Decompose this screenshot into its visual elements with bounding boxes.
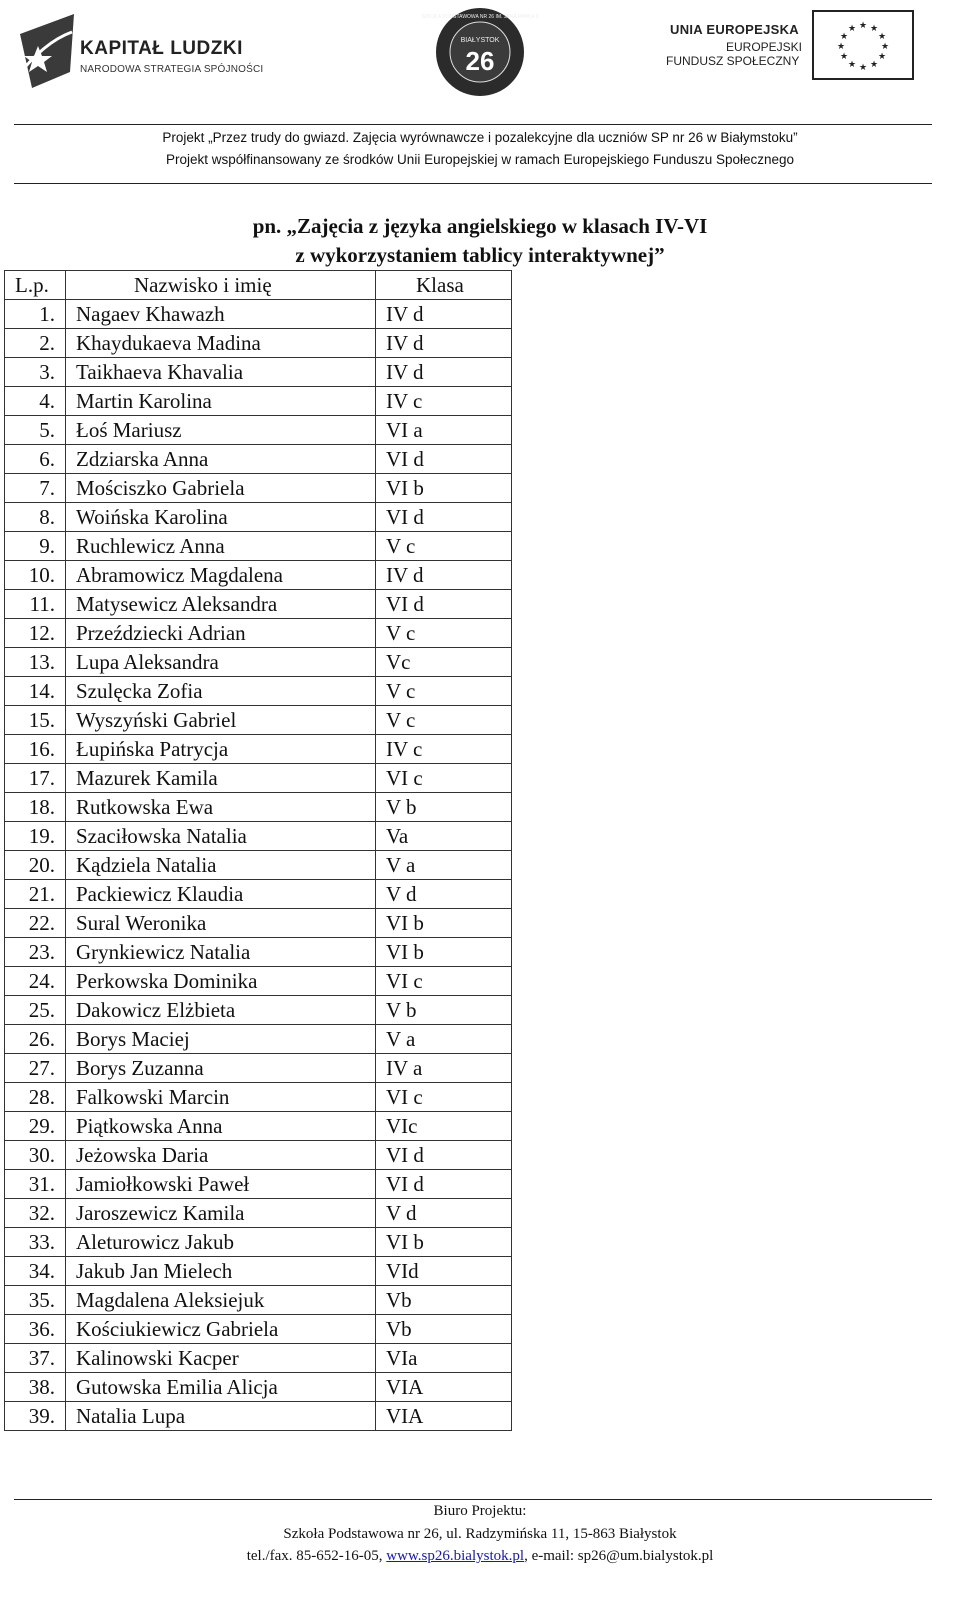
footer-email: , e-mail: sp26@um.bialystok.pl	[524, 1548, 714, 1564]
student-name: Lupa Aleksandra	[66, 648, 376, 677]
row-number: 35.	[5, 1286, 66, 1315]
student-class: VI b	[376, 1228, 512, 1257]
table-row	[5, 909, 512, 938]
table-row	[5, 822, 512, 851]
student-name: Dakowicz Elżbieta	[66, 996, 376, 1025]
student-class: VI b	[376, 938, 512, 967]
student-class: Vb	[376, 1315, 512, 1344]
row-number: 26.	[5, 1025, 66, 1054]
row-number: 7.	[5, 474, 66, 503]
header-lp: L.p.	[5, 271, 66, 300]
student-name: Natalia Lupa	[66, 1402, 376, 1431]
row-number: 38.	[5, 1373, 66, 1402]
student-name: Sural Weronika	[66, 909, 376, 938]
row-number: 9.	[5, 532, 66, 561]
table-row	[5, 880, 512, 909]
svg-text:★: ★	[869, 24, 879, 34]
table-row	[5, 1199, 512, 1228]
student-class: VI d	[376, 503, 512, 532]
student-name: Magdalena Aleksiejuk	[66, 1286, 376, 1315]
table-row	[5, 300, 512, 329]
seal-ring-text: SZKOŁA PODSTAWOWA NR 26 IM. JANA PAWŁA II	[421, 14, 539, 20]
student-class: V c	[376, 619, 512, 648]
table-row	[5, 1112, 512, 1141]
student-name: Szaciłowska Natalia	[66, 822, 376, 851]
student-name: Aleturowicz Jakub	[66, 1228, 376, 1257]
row-number: 36.	[5, 1315, 66, 1344]
row-number: 21.	[5, 880, 66, 909]
row-number: 4.	[5, 387, 66, 416]
row-number: 34.	[5, 1257, 66, 1286]
table-row	[5, 532, 512, 561]
table-row	[5, 1402, 512, 1431]
student-name: Falkowski Marcin	[66, 1083, 376, 1112]
table-row	[5, 619, 512, 648]
student-class: VI b	[376, 474, 512, 503]
student-class: IV d	[376, 561, 512, 590]
row-number: 15.	[5, 706, 66, 735]
table-row	[5, 1344, 512, 1373]
student-name: Kościukiewicz Gabriela	[66, 1315, 376, 1344]
row-number: 27.	[5, 1054, 66, 1083]
svg-text:★: ★	[877, 32, 887, 42]
row-number: 37.	[5, 1344, 66, 1373]
row-number: 18.	[5, 793, 66, 822]
student-class: IV d	[376, 329, 512, 358]
eu-logo-line1: UNIA EUROPEJSKA	[670, 22, 799, 37]
student-name: Jamiołkowski Paweł	[66, 1170, 376, 1199]
svg-text:★: ★	[877, 52, 887, 62]
table-row	[5, 1228, 512, 1257]
table-row	[5, 938, 512, 967]
row-number: 5.	[5, 416, 66, 445]
student-name: Taikhaeva Khavalia	[66, 358, 376, 387]
student-class: V c	[376, 706, 512, 735]
student-class: IV c	[376, 387, 512, 416]
table-row	[5, 1373, 512, 1402]
row-number: 16.	[5, 735, 66, 764]
footer-website-link[interactable]: www.sp26.bialystok.pl	[386, 1548, 525, 1564]
table-row	[5, 1025, 512, 1054]
row-number: 20.	[5, 851, 66, 880]
student-class: VI a	[376, 416, 512, 445]
row-number: 39.	[5, 1402, 66, 1431]
student-name: Przeździecki Adrian	[66, 619, 376, 648]
svg-text:★: ★	[847, 60, 857, 70]
student-class: V c	[376, 532, 512, 561]
eu-logo-line3: FUNDUSZ SPOŁECZNY	[666, 54, 800, 68]
student-class: IV d	[376, 358, 512, 387]
document-title-line-2: z wykorzystaniem tablicy interaktywnej”	[295, 243, 665, 267]
student-name: Jeżowska Daria	[66, 1141, 376, 1170]
participants-table	[4, 270, 512, 1431]
table-row	[5, 387, 512, 416]
student-class: VI d	[376, 1141, 512, 1170]
table-row	[5, 561, 512, 590]
student-name: Wyszyński Gabriel	[66, 706, 376, 735]
project-line-1: Projekt „Przez trudy do gwiazd. Zajęcia wyrównawcze i pozalekcyjne dla uczniów SP nr 26 w Białymstoku”	[162, 130, 798, 145]
student-class: VI b	[376, 909, 512, 938]
student-class: VIc	[376, 1112, 512, 1141]
student-class: V a	[376, 851, 512, 880]
table-row	[5, 445, 512, 474]
student-class: IV c	[376, 735, 512, 764]
table-row	[5, 996, 512, 1025]
row-number: 6.	[5, 445, 66, 474]
student-class: VIa	[376, 1344, 512, 1373]
student-name: Mazurek Kamila	[66, 764, 376, 793]
row-number: 22.	[5, 909, 66, 938]
student-class: Va	[376, 822, 512, 851]
footer-rule	[14, 1499, 932, 1500]
eu-logo	[660, 10, 950, 82]
row-number: 12.	[5, 619, 66, 648]
header-class: Klasa	[376, 271, 512, 300]
svg-text:★: ★	[858, 21, 868, 31]
logo-title: KAPITAŁ LUDZKI	[80, 38, 243, 59]
footer-address: Szkoła Podstawowa nr 26, ul. Radzymińska 11, 15-863 Białystok	[283, 1526, 677, 1542]
student-class: VI d	[376, 445, 512, 474]
seal-city: BIAŁYSTOK	[460, 37, 500, 44]
student-name: Borys Zuzanna	[66, 1054, 376, 1083]
table-row	[5, 1315, 512, 1344]
student-class: VI d	[376, 590, 512, 619]
row-number: 24.	[5, 967, 66, 996]
row-number: 19.	[5, 822, 66, 851]
svg-text:★: ★	[836, 42, 846, 52]
svg-text:★: ★	[847, 24, 857, 34]
student-class: V c	[376, 677, 512, 706]
table-row	[5, 677, 512, 706]
table-row	[5, 1170, 512, 1199]
student-name: Perkowska Dominika	[66, 967, 376, 996]
header-rule-top	[14, 124, 932, 125]
footer-office-label: Biuro Projektu:	[433, 1503, 527, 1519]
eu-logo-line2: EUROPEJSKI	[726, 40, 803, 54]
table-row	[5, 416, 512, 445]
student-class: VI c	[376, 764, 512, 793]
table-row	[5, 793, 512, 822]
header-rule-bottom	[14, 183, 932, 184]
row-number: 13.	[5, 648, 66, 677]
student-name: Szulęcka Zofia	[66, 677, 376, 706]
project-line-2: Projekt współfinansowany ze środków Unii Europejskiej w ramach Europejskiego Funduszu Społecznego	[165, 152, 795, 167]
student-class: VIA	[376, 1402, 512, 1431]
document-title-line-1: pn. „Zajęcia z języka angielskiego w klasach IV-VI	[252, 214, 708, 238]
table-row	[5, 590, 512, 619]
student-name: Zdziarska Anna	[66, 445, 376, 474]
table-row	[5, 1141, 512, 1170]
table-row	[5, 764, 512, 793]
student-name: Jaroszewicz Kamila	[66, 1199, 376, 1228]
student-name: Piątkowska Anna	[66, 1112, 376, 1141]
student-class: IV d	[376, 300, 512, 329]
student-class: VId	[376, 1257, 512, 1286]
row-number: 1.	[5, 300, 66, 329]
table-row	[5, 1286, 512, 1315]
student-class: Vc	[376, 648, 512, 677]
student-class: V b	[376, 793, 512, 822]
row-number: 28.	[5, 1083, 66, 1112]
student-class: VI c	[376, 1083, 512, 1112]
student-class: V a	[376, 1025, 512, 1054]
student-name: Kalinowski Kacper	[66, 1344, 376, 1373]
student-name: Grynkiewicz Natalia	[66, 938, 376, 967]
student-name: Rutkowska Ewa	[66, 793, 376, 822]
svg-text:★: ★	[880, 42, 890, 52]
row-number: 2.	[5, 329, 66, 358]
logo-subtitle: NARODOWA STRATEGIA SPÓJNOŚCI	[80, 64, 264, 75]
student-name: Packiewicz Klaudia	[66, 880, 376, 909]
student-name: Łoś Mariusz	[66, 416, 376, 445]
table-row	[5, 706, 512, 735]
table-row	[5, 735, 512, 764]
student-class: V b	[376, 996, 512, 1025]
student-class: VI c	[376, 967, 512, 996]
row-number: 11.	[5, 590, 66, 619]
svg-text:★: ★	[858, 63, 868, 73]
student-name: Łupińska Patrycja	[66, 735, 376, 764]
row-number: 10.	[5, 561, 66, 590]
student-class: V d	[376, 1199, 512, 1228]
student-name: Jakub Jan Mielech	[66, 1257, 376, 1286]
table-row	[5, 329, 512, 358]
student-name: Ruchlewicz Anna	[66, 532, 376, 561]
table-row	[5, 1257, 512, 1286]
school-seal-logo	[421, 6, 539, 98]
student-class: Vb	[376, 1286, 512, 1315]
svg-text:★: ★	[869, 60, 879, 70]
row-number: 31.	[5, 1170, 66, 1199]
student-class: IV a	[376, 1054, 512, 1083]
student-name: Woińska Karolina	[66, 503, 376, 532]
table-row	[5, 1054, 512, 1083]
table-row	[5, 503, 512, 532]
kapital-ludzki-star-icon	[14, 12, 76, 92]
footer-contact	[0, 1548, 960, 1565]
student-name: Nagaev Khawazh	[66, 300, 376, 329]
kapital-ludzki-logo	[14, 12, 264, 92]
student-name: Kądziela Natalia	[66, 851, 376, 880]
table-row	[5, 1083, 512, 1112]
row-number: 30.	[5, 1141, 66, 1170]
header-name: Nazwisko i imię	[66, 271, 376, 300]
student-class: VIA	[376, 1373, 512, 1402]
row-number: 32.	[5, 1199, 66, 1228]
table-row	[5, 851, 512, 880]
svg-text:★: ★	[839, 32, 849, 42]
row-number: 29.	[5, 1112, 66, 1141]
student-name: Borys Maciej	[66, 1025, 376, 1054]
row-number: 8.	[5, 503, 66, 532]
student-name: Mościszko Gabriela	[66, 474, 376, 503]
row-number: 23.	[5, 938, 66, 967]
seal-number: 26	[465, 46, 495, 76]
student-name: Martin Karolina	[66, 387, 376, 416]
student-class: VI d	[376, 1170, 512, 1199]
row-number: 17.	[5, 764, 66, 793]
table-row	[5, 967, 512, 996]
svg-text:★: ★	[839, 52, 849, 62]
eu-flag-icon	[812, 10, 914, 80]
row-number: 3.	[5, 358, 66, 387]
row-number: 14.	[5, 677, 66, 706]
seal-circle-icon	[421, 6, 539, 98]
table-row	[5, 474, 512, 503]
table-row	[5, 648, 512, 677]
student-class: V d	[376, 880, 512, 909]
student-name: Matysewicz Aleksandra	[66, 590, 376, 619]
footer-phone: tel./fax. 85-652-16-05,	[246, 1548, 387, 1564]
row-number: 25.	[5, 996, 66, 1025]
row-number: 33.	[5, 1228, 66, 1257]
table-header-row	[5, 271, 512, 300]
student-name: Gutowska Emilia Alicja	[66, 1373, 376, 1402]
student-name: Abramowicz Magdalena	[66, 561, 376, 590]
table-row	[5, 358, 512, 387]
student-name: Khaydukaeva Madina	[66, 329, 376, 358]
